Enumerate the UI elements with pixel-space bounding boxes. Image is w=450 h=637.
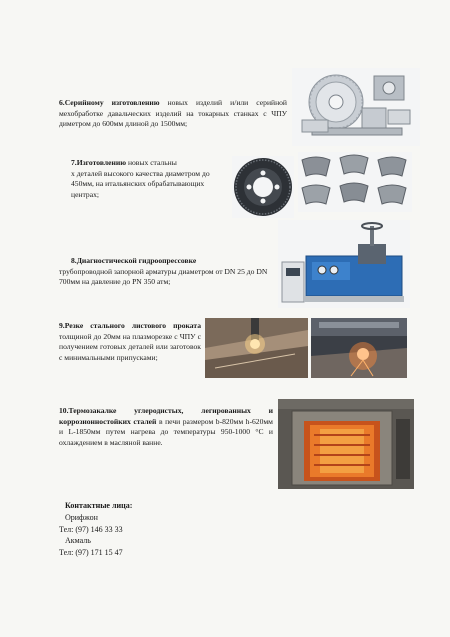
disc-part-photo-icon (232, 156, 294, 218)
segments-photo-icon (298, 152, 412, 212)
contacts-block (59, 500, 132, 559)
plasma-cutting-photo-icon-1 (205, 318, 308, 378)
plasma-cutting-photo-icon-2 (311, 318, 407, 378)
item-10-title: 10.Термозакалке углеродистых, легированных и коррозионностойких сталей (59, 406, 273, 426)
item-9 (59, 321, 201, 363)
machined-parts-photo-icon (292, 68, 420, 146)
item-6 (59, 98, 287, 130)
contact-name-2: Акмаль (65, 536, 91, 546)
furnace-photo-icon (278, 399, 414, 489)
item-9-text: толщиной до 20мм на плазморезке с ЧПУ с получением готовых деталей или заготовок с минимальными припусками; (59, 331, 201, 362)
item-8 (59, 256, 269, 288)
item-6-title: 6.Серийному изготовлению (59, 98, 160, 107)
item-8-text: трубопроводной запорной арматуры диаметром от DN 25 до DN 700мм на давление до PN 350 атм; (59, 266, 268, 286)
contact-phone-1: Тел: (97) 146 33 33 (59, 524, 123, 534)
contact-phone-2: Тел: (97) 171 15 47 (59, 548, 123, 558)
item-10 (59, 406, 273, 448)
item-10-text: в печи размером b-820мм h-620мм и L-1850мм путем нагрева до температуры 950-1000 °С и охлаждением в масляной ванне. (59, 416, 273, 447)
item-9-title: 9.Резке стального листового проката (59, 321, 201, 330)
item-7-title: 7.Изготовлению (71, 158, 127, 167)
item-8-title: 8.Диагностической гидроопрессовке (71, 256, 197, 265)
item-7 (59, 158, 231, 200)
item-7-line1: новых стальны (126, 158, 177, 167)
contact-name-1: Орифжон (65, 512, 98, 522)
pressure-test-stand-photo-icon (278, 220, 410, 308)
item-6-text: новых изделий и/или серийной мехобработке давальческих изделий на токарных станках с ЧПУ диметром до 600мм длиной до 1500мм; (59, 98, 287, 128)
contacts-heading: Контактные лица: (65, 501, 133, 510)
item-7-text: х деталей высокого качества диаметром до 450мм, на итальянских обрабатывающих центрах; (71, 168, 210, 199)
